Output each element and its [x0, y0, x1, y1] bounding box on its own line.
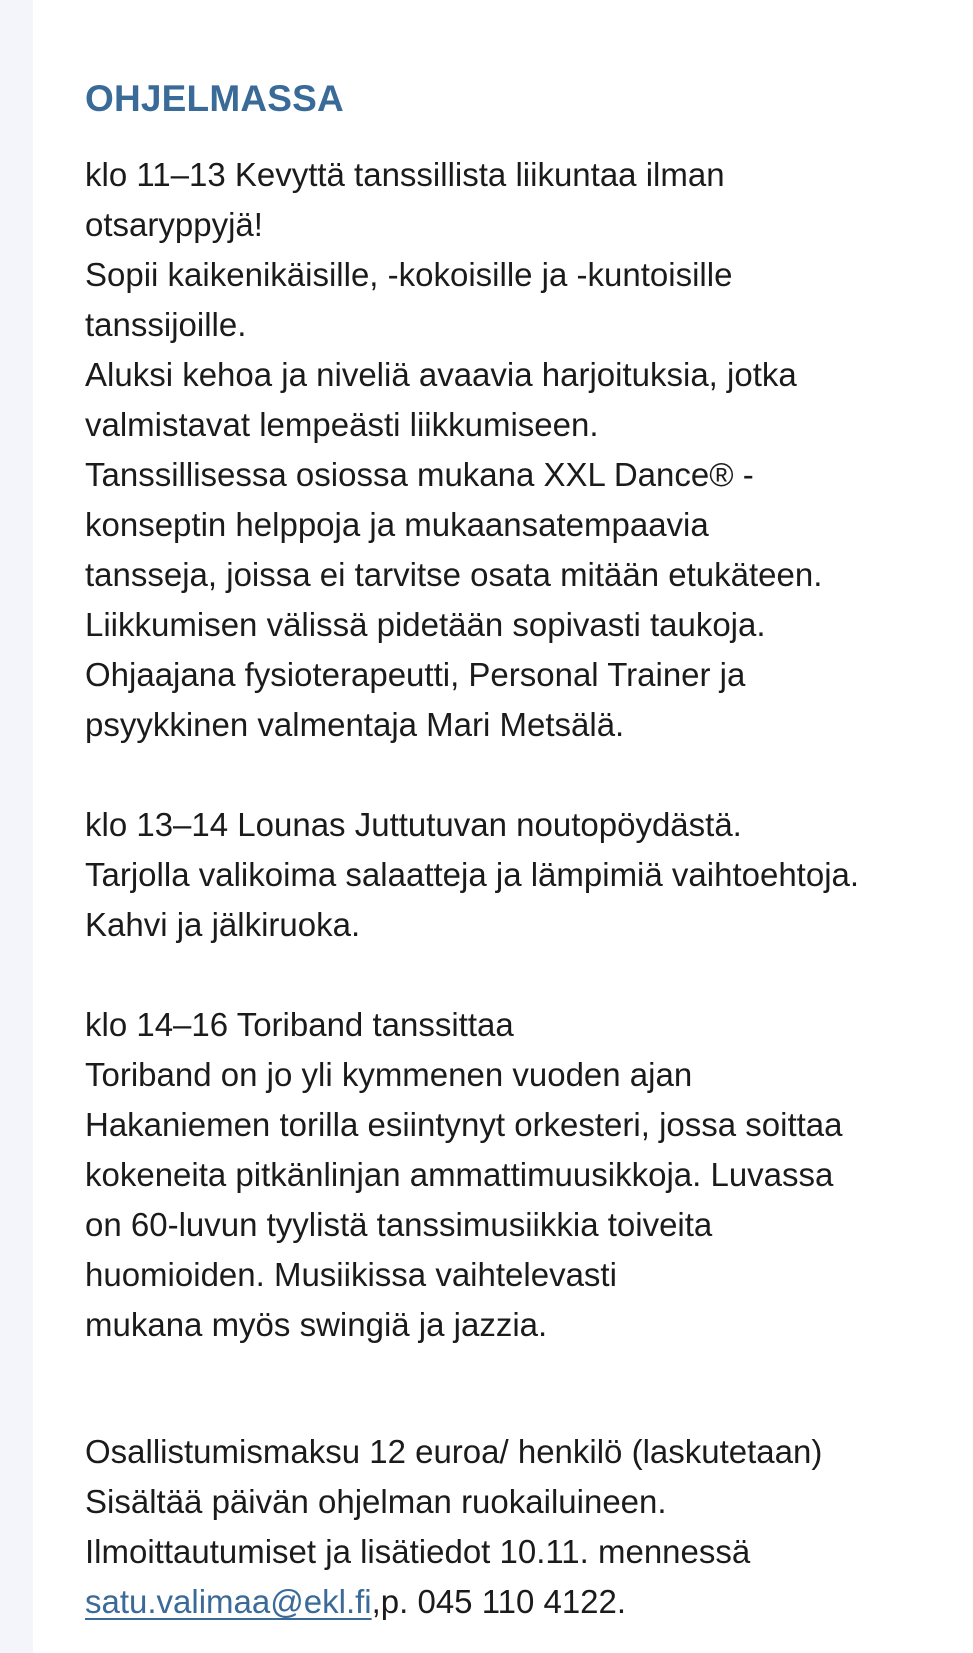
text-line: Kahvi ja jälkiruoka. [85, 906, 361, 943]
program-block-lunch [85, 800, 973, 950]
fee-line: Osallistumismaksu 12 euroa/ henkilö (laskutetaan) [85, 1433, 823, 1470]
text-line: Sopii kaikenikäisille, -kokoisille ja -kuntoisille [85, 256, 733, 293]
includes-line: Sisältää päivän ohjelman ruokailuineen. [85, 1483, 667, 1520]
email-link[interactable]: satu.valimaa@ekl.fi [85, 1583, 372, 1620]
text-line: Aluksi kehoa ja niveliä avaavia harjoituksia, jotka [85, 356, 797, 393]
block-spacer [85, 750, 973, 800]
info-block [85, 1427, 973, 1627]
text-line: psyykkinen valmentaja Mari Metsälä. [85, 706, 625, 743]
program-block-dance [85, 150, 973, 750]
text-line: valmistavat lempeästi liikkumiseen. [85, 406, 599, 443]
section-heading: OHJELMASSA [85, 78, 344, 119]
text-line: tanssijoille. [85, 306, 247, 343]
text-line: Ohjaajana fysioterapeutti, Personal Trainer ja [85, 656, 746, 693]
text-line: tansseja, joissa ei tarvitse osata mitään etukäteen. [85, 556, 823, 593]
phone-text: ,p. 045 110 4122. [371, 1583, 627, 1620]
block-spacer [85, 1350, 973, 1427]
text-line: klo 14–16 Toriband tanssittaa [85, 1006, 514, 1043]
text-line: konseptin helppoja ja mukaansatempaavia [85, 506, 709, 543]
text-line: klo 11–13 Kevyttä tanssillista liikuntaa ilman [85, 156, 725, 193]
text-line: otsaryppyjä! [85, 206, 263, 243]
registration-line: Ilmoittautumiset ja lisätiedot 10.11. mennessä [85, 1533, 751, 1570]
text-line: Hakaniemen torilla esiintynyt orkesteri, jossa soittaa [85, 1106, 843, 1143]
text-line: kokeneita pitkänlinjan ammattimuusikkoja. Luvassa [85, 1156, 834, 1193]
text-line: mukana myös swingiä ja jazzia. [85, 1306, 548, 1343]
text-line: Tanssillisessa osiossa mukana XXL Dance® - [85, 456, 754, 493]
contact-line [85, 1577, 973, 1627]
text-line: on 60-luvun tyylistä tanssimusiikkia toiveita [85, 1206, 713, 1243]
text-line: Toriband on jo yli kymmenen vuoden ajan [85, 1056, 693, 1093]
program-block-band [85, 1000, 973, 1350]
text-line: Tarjolla valikoima salaatteja ja lämpimiä vaihtoehtoja. [85, 856, 860, 893]
text-line: huomioiden. Musiikissa vaihtelevasti [85, 1256, 617, 1293]
text-line: Liikkumisen välissä pidetään sopivasti taukoja. [85, 606, 766, 643]
content-page [33, 0, 973, 1653]
block-spacer [85, 950, 973, 1000]
program-content [85, 74, 973, 1627]
text-line: klo 13–14 Lounas Juttutuvan noutopöydästä. [85, 806, 742, 843]
